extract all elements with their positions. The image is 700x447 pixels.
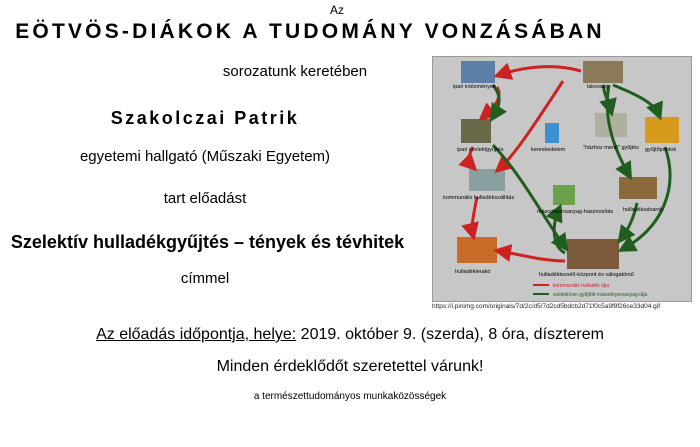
talk-title: Szelektív hulladékgyűjtés – tények és tévhitek bbox=[10, 232, 405, 252]
flow-arrow bbox=[499, 67, 581, 75]
node-label-processing-center: hulladékkezelő-központ és válogatómű bbox=[539, 272, 634, 278]
node-label-industry: ipari intézmények bbox=[453, 84, 496, 90]
node-label-trade: kereskedelem bbox=[531, 147, 566, 153]
node-label-landfill: hulladéklerakó bbox=[455, 269, 491, 275]
invitation-text: Minden érdeklődőt szeretettel várunk! bbox=[216, 358, 484, 375]
series-text: sorozatunk keretében bbox=[222, 63, 368, 80]
node-label-waste-yards: hulladékudvarok bbox=[623, 207, 664, 213]
node-label-residents: lakosság bbox=[587, 84, 609, 90]
schedule-label: Az előadás időpontja, helye: bbox=[96, 326, 297, 343]
diagram-canvas bbox=[433, 57, 691, 301]
title-preposition: Az bbox=[330, 3, 345, 17]
speaker-role: egyetemi hallgató (Műszaki Egyetem) bbox=[79, 148, 331, 165]
legend-red-label: kommunális hulladék útja bbox=[553, 283, 610, 289]
flow-arrow bbox=[499, 251, 565, 261]
landfill-picture bbox=[457, 237, 497, 263]
secondary-material-picture bbox=[553, 185, 575, 205]
node-label-industrial-collection: ipari szelektgyűjtés bbox=[457, 147, 504, 153]
schedule-line bbox=[0, 326, 700, 344]
residents-picture bbox=[583, 61, 623, 83]
recycling-flow-diagram bbox=[432, 56, 692, 302]
municipal-transport-picture bbox=[469, 169, 505, 191]
legend-green-label: szelektíven gyűjtött másodnyersanyag útja bbox=[553, 292, 648, 298]
organizer-signature: a természettudományos munkaközösségek bbox=[253, 391, 447, 402]
flow-arrow bbox=[472, 197, 477, 235]
speaker-action: tart előadást bbox=[163, 190, 247, 207]
node-label-door-to-door: "házhoz menő" gyűjtés bbox=[583, 145, 639, 151]
collection-points-picture bbox=[645, 117, 679, 143]
node-label-collection-points: gyűjtőpontok bbox=[645, 147, 677, 153]
waste-yard-picture bbox=[619, 177, 657, 199]
schedule-value: 2019. október 9. (szerda), 8 óra, díszterem bbox=[296, 326, 604, 343]
industry-picture bbox=[461, 61, 495, 83]
flow-arrow bbox=[613, 85, 659, 115]
node-label-secondary-material: másodnyersanyag-hasznosítás bbox=[537, 209, 614, 215]
node-label-municipal-transport: kommunális hulladékszállítás bbox=[443, 195, 515, 201]
image-source-url: https://i.pinimg.com/originals/7d/2c/d5/7d2cd5bdcb2d71f0c5a9f8f26ce33d04.gif bbox=[432, 303, 661, 310]
series-title: EÖTVÖS-DIÁKOK A TUDOMÁNY VONZÁSÁBAN bbox=[15, 20, 605, 43]
industrial-collection-picture bbox=[461, 119, 491, 143]
trade-picture bbox=[545, 123, 559, 143]
talk-title-suffix: címmel bbox=[180, 270, 230, 287]
processing-center-picture bbox=[567, 239, 619, 269]
speaker-name: Szakolczai Patrik bbox=[110, 108, 300, 128]
